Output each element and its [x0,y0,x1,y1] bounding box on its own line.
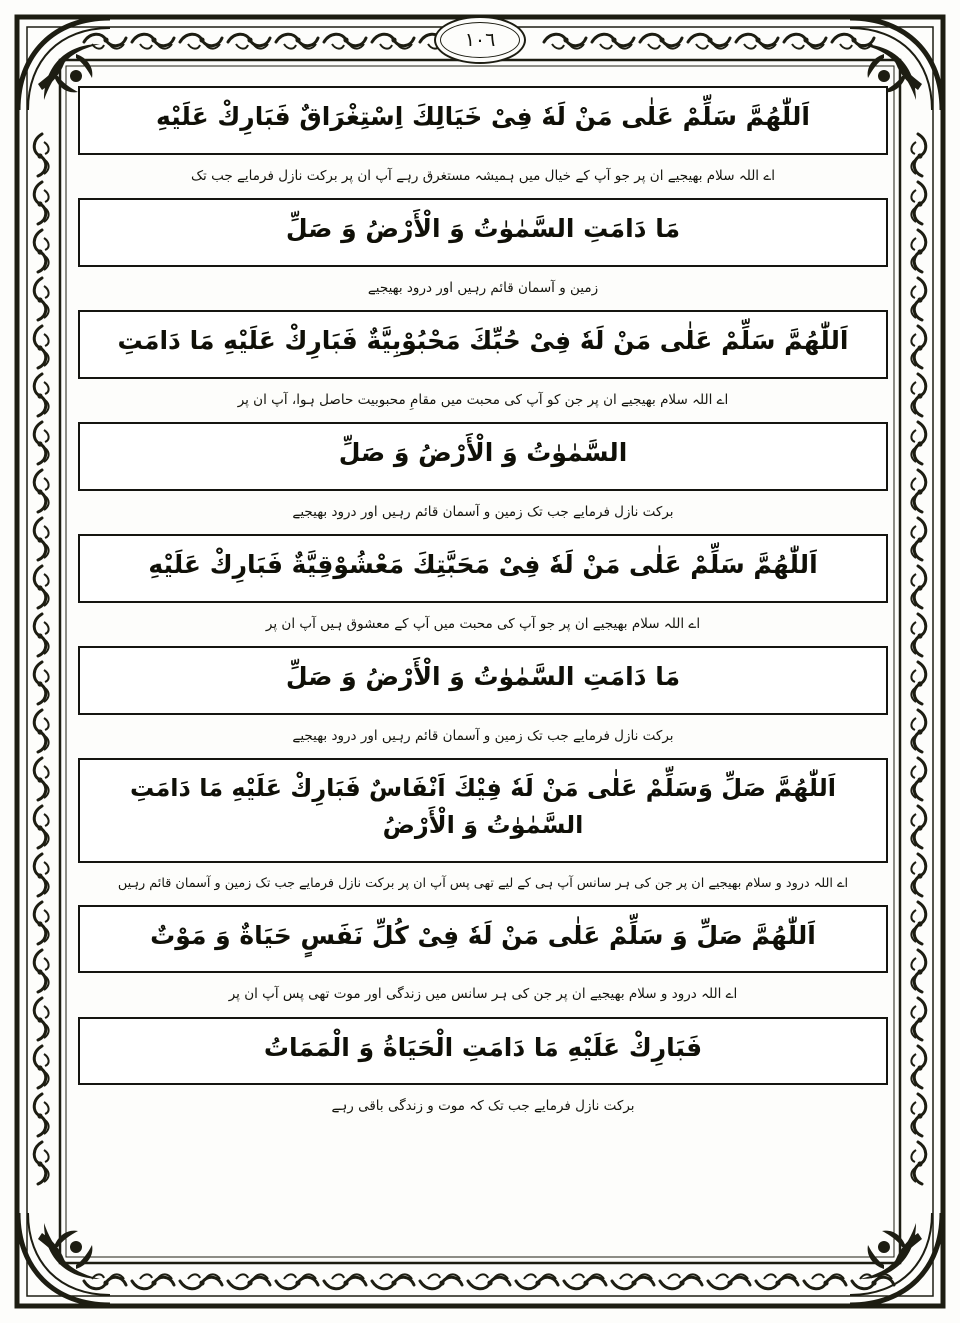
page-content [78,86,888,1261]
arabic-verse-block [78,534,888,603]
arabic-verse-block [78,1017,888,1086]
arabic-verse-block [78,905,888,974]
arabic-text: فَبَارِكْ عَلَيْهِ مَا دَامَتِ الْحَيَاةُ وَ الْمَمَاتُ [263,1032,703,1062]
arabic-text: اَللّٰهُمَّ سَلِّمْ عَلٰى مَنْ لَهٗ فِىْ خَيَالِكَ اِسْتِغْرَاقٌ فَبَارِكْ عَلَيْهِ [156,102,810,131]
arabic-text: اَللّٰهُمَّ صَلِّ وَ سَلِّمْ عَلٰى مَنْ لَهٗ فِىْ كُلِّ نَفَسٍ حَيَاةٌ وَ مَوْتٌ [150,920,816,950]
arabic-verse-block [78,198,888,267]
arabic-text: السَّمٰوٰتُ وَ الْأَرْضُ وَ صَلِّ [338,438,628,468]
arabic-text: مَا دَامَتِ السَّمٰوٰتُ وَ الْأَرْضُ وَ صَلِّ [285,214,681,244]
urdu-translation: برکت نازل فرمایے جب تک زمین و آسمان قائم رہیں اور درود بھیجیے [292,503,674,520]
arabic-verse-block [78,758,888,862]
arabic-text: مَا دَامَتِ السَّمٰوٰتُ وَ الْأَرْضُ وَ صَلِّ [285,662,681,692]
urdu-translation: برکت نازل فرمایے جب تک کہ موت و زندگی باقی رہے [331,1098,635,1115]
urdu-translation: زمین و آسمان قائم رہیں اور درود بھیجیے [367,279,599,296]
arabic-verse-block [78,422,888,491]
arabic-verse-block [78,86,888,155]
arabic-text: اَللّٰهُمَّ صَلِّ وَسَلِّمْ عَلٰى مَنْ لَهٗ فِيْكَ اَنْفَاسٌ فَبَارِكْ عَلَيْهِ مَا دَامَتِ السَّمٰوٰتُ وَ الْأَرْضُ [130,774,836,840]
urdu-translation: اے اللہ درود و سلام بھیجیے ان پر جن کی ہر سانس آپ ہی کے لیے تھی پس آپ ان پر برکت نازل فرمایے جب تک زمین و آسمان قائم رہیں [117,875,849,891]
urdu-translation: اے اللہ درود و سلام بھیجیے ان پر جن کی ہر سانس میں زندگی اور موت تھی پس آپ ان پر [228,986,738,1003]
urdu-translation: اے اللہ سلام بھیجیے ان پر جو آپ کے خیال میں ہمیشہ مستغرق رہے آپ ان پر برکت نازل فرمایے جب تک [190,167,776,184]
page-number: ١٠٦ [464,29,496,51]
urdu-translation: اے اللہ سلام بھیجیے ان پر جن کو آپ کی محبت میں مقامِ محبوبیت حاصل ہوا، آپ ان پر [237,391,729,408]
arabic-text: اَللّٰهُمَّ سَلِّمْ عَلٰى مَنْ لَهٗ فِىْ حُبِّكَ مَحْبُوْبِيَّةٌ فَبَارِكْ عَلَيْهِ مَا دَامَتِ [117,326,849,356]
arabic-text: اَللّٰهُمَّ سَلِّمْ عَلٰى مَنْ لَهٗ فِىْ مَحَبَّتِكَ مَعْشُوْقِيَّةٌ فَبَارِكْ عَلَيْهِ [148,550,818,580]
urdu-translation: برکت نازل فرمایے جب تک زمین و آسمان قائم رہیں اور درود بھیجیے [292,727,674,744]
arabic-verse-block [78,646,888,715]
arabic-verse-block [78,310,888,379]
page-number-badge [434,16,526,64]
urdu-translation: اے اللہ سلام بھیجیے ان پر جو آپ کی محبت میں آپ کے معشوق ہیں آپ ان پر [265,615,701,632]
